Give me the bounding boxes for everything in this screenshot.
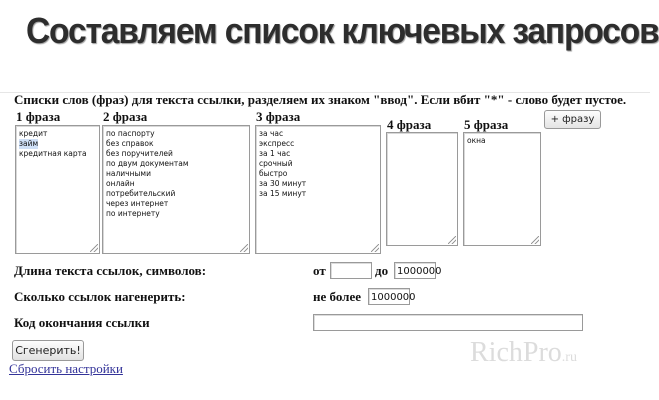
phrase-5-label: 5 фраза [464,117,509,132]
phrase-3-line: за 1 час [259,149,291,158]
phrase-1-textarea[interactable] [15,125,100,254]
resize-grip-icon[interactable] [240,244,248,252]
resize-grip-icon[interactable] [371,244,379,252]
phrase-3-line: за час [259,129,284,138]
watermark-suffix: .ru [561,350,577,365]
phrase-3-label: 3 фраза [256,109,301,124]
phrase-3-line: за 30 минут [259,179,307,188]
length-from-label: от [313,263,326,278]
length-to-input[interactable]: 1000000 [394,262,436,279]
length-label: Длина текста ссылок, символов: [14,263,207,278]
phrase-4-textarea[interactable] [386,132,458,246]
phrase-2-label: 2 фраза [103,109,148,124]
phrase-2-line: по интернету [106,209,160,218]
header-banner [0,0,659,93]
watermark [470,337,577,369]
phrase-4-label: 4 фраза [387,117,432,132]
resize-grip-icon[interactable] [531,236,539,244]
phrase-2-textarea[interactable] [102,125,250,254]
suffix-input[interactable] [313,314,583,331]
phrase-2-line: онлайн [106,179,135,188]
watermark-main: RichPro [470,337,562,368]
phrase-5-line: окна [467,136,486,145]
add-phrase-button[interactable]: + фразу [544,110,601,129]
phrase-1-line: кредитная карта [19,149,87,158]
phrase-1-label: 1 фраза [16,109,61,124]
count-max-input[interactable]: 1000000 [368,288,410,305]
resize-grip-icon[interactable] [90,244,98,252]
page-title: Составляем список ключевых запросов [26,10,659,51]
count-max-label: не более [313,289,362,304]
phrase-2-line: по двум документам [106,159,189,168]
phrase-3-line: за 15 минут [259,189,307,198]
phrase-3-line: экспресс [259,139,295,148]
phrase-3-textarea[interactable] [255,125,381,254]
phrase-2-line: по паспорту [106,129,155,138]
phrase-2-line: без справок [106,139,154,148]
count-label: Сколько ссылок нагенерить: [14,289,186,304]
phrase-3-line: срочный [259,159,293,168]
length-to-label: до [375,263,389,278]
phrase-3-line: быстро [259,169,288,178]
instruction-text: Списки слов (фраз) для текста ссылки, разделяем их знаком "ввод". Если вбит "*" - слово будет пустое. [14,92,627,107]
generate-button[interactable]: Сгенерить! [12,340,84,361]
phrase-2-line: без поручителей [106,149,173,158]
phrase-1-line: кредит [19,129,48,138]
phrase-2-line: потребительский [106,189,176,198]
phrase-5-textarea[interactable] [463,132,541,246]
phrase-2-line: наличными [106,169,151,178]
phrase-1-line: займ [19,139,39,148]
length-from-input[interactable] [330,262,372,279]
reset-settings-link[interactable]: Сбросить настройки [9,361,123,376]
resize-grip-icon[interactable] [448,236,456,244]
phrase-2-line: через интернет [106,199,169,208]
suffix-label: Код окончания ссылки [14,315,150,330]
